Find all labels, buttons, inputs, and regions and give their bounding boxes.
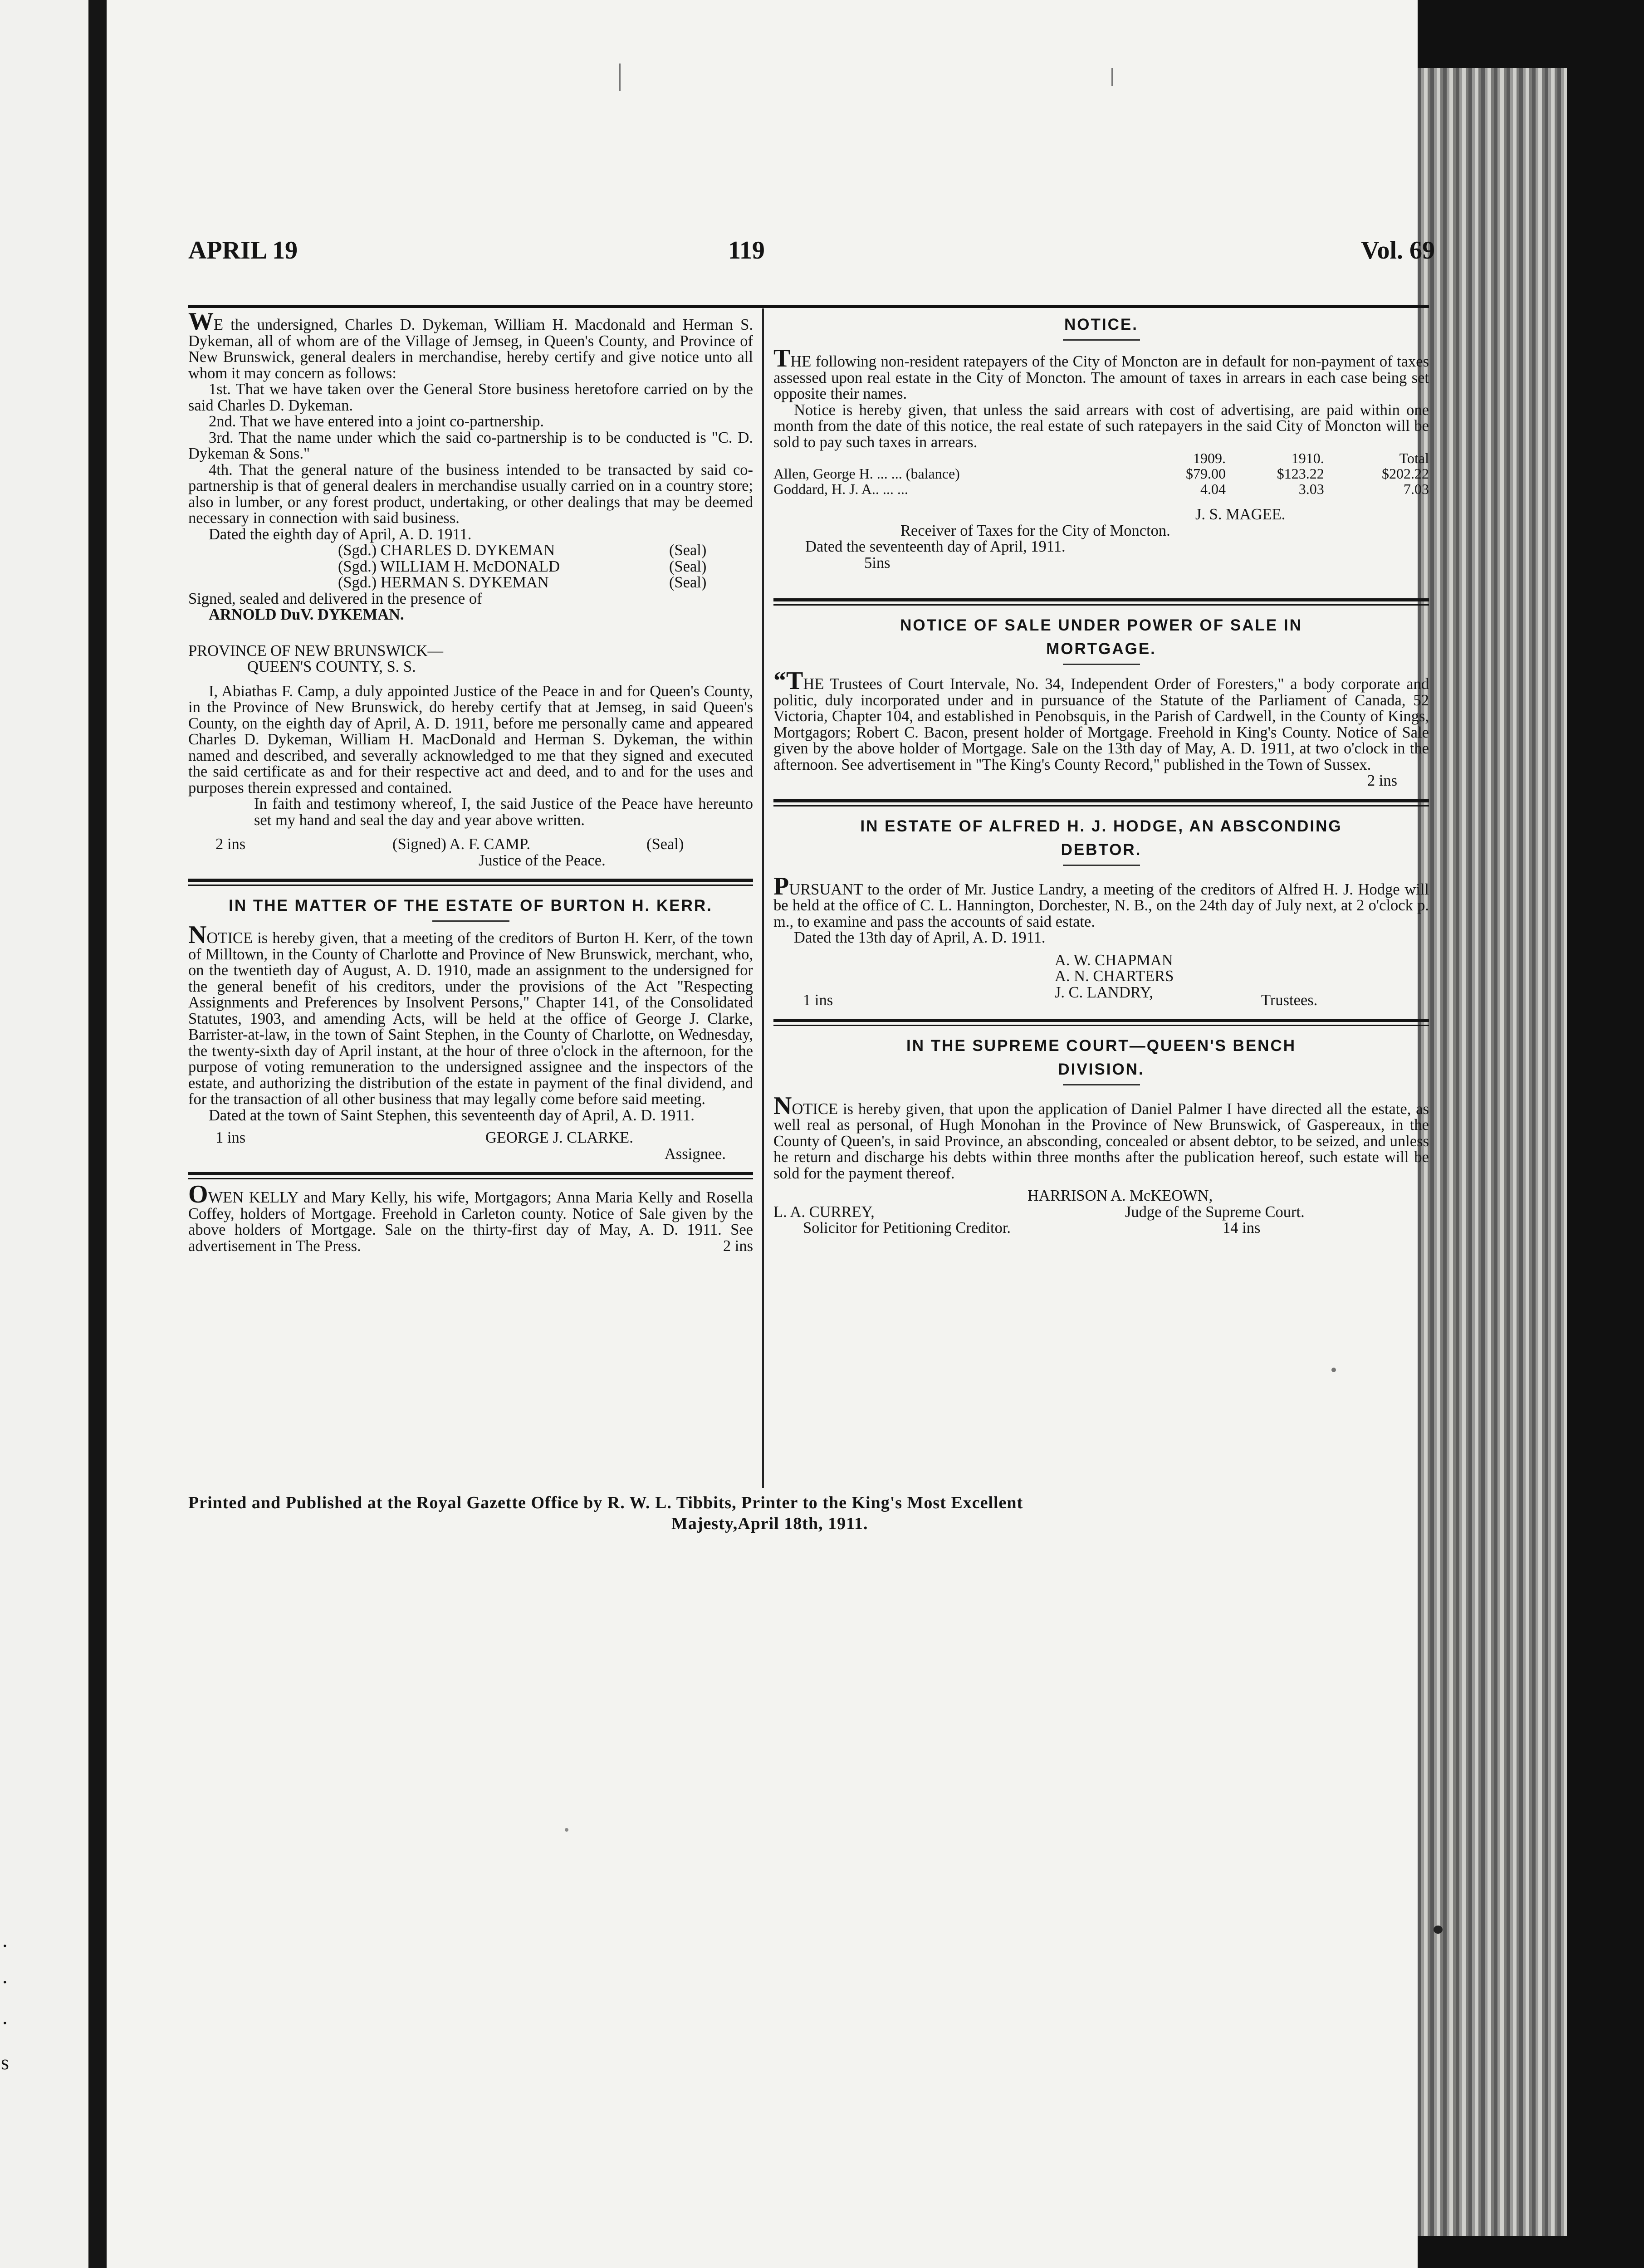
section-heading: NOTICE OF SALE UNDER POWER OF SALE IN bbox=[900, 616, 1302, 634]
notice-item: 1st. That we have taken over the General Store business heretofore carried on by the said Charles D. Dykeman. bbox=[188, 381, 753, 414]
judge-name: HARRISON A. McKEOWN, bbox=[1028, 1187, 1213, 1204]
signature-line bbox=[773, 1220, 1429, 1237]
table-row bbox=[773, 466, 1429, 481]
insertions-count: 1 ins bbox=[803, 992, 833, 1009]
heading-rule bbox=[1063, 1084, 1140, 1085]
notice-dated: Dated the eighth day of April, A. D. 1911. bbox=[209, 525, 472, 543]
header-date: APRIL 19 bbox=[188, 236, 298, 264]
section-rule bbox=[773, 799, 1429, 807]
mortgage-sale-notice bbox=[773, 614, 1429, 789]
insertions-count: 1 ins bbox=[215, 1129, 246, 1146]
insertions-count: 2 ins bbox=[1367, 772, 1397, 789]
imprint-line: Printed and Published at the Royal Gazette Office by R. W. L. Tibbits, Printer to the King's Most Excellent bbox=[188, 1493, 1023, 1512]
header-rule bbox=[188, 305, 1429, 308]
margin-mark: . bbox=[2, 1965, 8, 1988]
page-stack-edges bbox=[1418, 68, 1644, 2236]
signature-line bbox=[188, 543, 753, 559]
witness-name: ARNOLD DuV. DYKEMAN. bbox=[209, 606, 404, 623]
section-rule bbox=[188, 879, 753, 886]
kelly-mortgage-notice bbox=[188, 1180, 753, 1255]
page-number: 119 bbox=[728, 236, 765, 264]
signer-name: (Signed) A. F. CAMP. bbox=[392, 836, 530, 853]
dropcap: N bbox=[773, 1091, 792, 1120]
insertions-count: 5ins bbox=[864, 554, 890, 572]
column-header: 1909. bbox=[1193, 450, 1226, 466]
insertions-count: 14 ins bbox=[1223, 1219, 1261, 1237]
margin-letter: s bbox=[1, 2051, 9, 2074]
signature-line bbox=[188, 836, 753, 853]
section-rule bbox=[773, 598, 1429, 606]
section-heading: DIVISION. bbox=[1058, 1060, 1145, 1078]
section-heading: MORTGAGE. bbox=[1046, 640, 1156, 658]
column-header: Total bbox=[1399, 450, 1429, 466]
dropcap: W bbox=[188, 308, 214, 336]
dykeman-partnership-notice bbox=[188, 308, 753, 623]
printer-imprint bbox=[188, 1492, 1440, 1534]
signature-line bbox=[773, 1204, 1429, 1221]
section-rule bbox=[188, 1172, 753, 1179]
right-column bbox=[773, 313, 1429, 1237]
hodge-estate-notice bbox=[773, 815, 1429, 1009]
trustee-name: A. N. CHARTERS bbox=[1055, 968, 1174, 985]
certificate-body: I, Abiathas F. Camp, a duly appointed Justice of the Peace in and for Queen's County, in the Province of New Brunswick, do hereby certify that at Jemseg, in said Queen's County, on the eighth day of April, A. D. 1911, before me personally came and appeared Charles D. Dykeman, William H. MacDonald and Herman S. Dykeman, the within named and described, and severally acknowledged to me that they signed and executed the said certificate as and for their respective act and deed, and to and for the uses and purposes therein expressed and contained. bbox=[188, 682, 753, 797]
imprint-line: Majesty,April 18th, 1911. bbox=[671, 1514, 868, 1533]
county-heading: QUEEN'S COUNTY, S. S. bbox=[247, 658, 416, 675]
notice-body: WEN KELLY and Mary Kelly, his wife, Mortgagors; Anna Maria Kelly and Rosella Coffey, holders of Mortgage. Freehold in Carleton county. Notice of Sale given by the above holders of Mortgage. Sale on the thirty-first day of May, A. D. 1911. See advertisement in The Press. bbox=[188, 1189, 753, 1255]
certificate-faith: In faith and testimony whereof, I, the said Justice of the Peace have hereunto set my hand and seal the day and year above written. bbox=[254, 795, 753, 829]
notice-item: 2nd. That we have entered into a joint co-partnership. bbox=[209, 413, 544, 430]
print-speck bbox=[565, 1828, 568, 1832]
insertions-count: 2 ins bbox=[215, 836, 246, 853]
tax-total: 7.03 bbox=[1404, 481, 1429, 497]
notice-body: URSUANT to the order of Mr. Justice Landry, a meeting of the creditors of Alfred H. J. Hodge will be held at the office of C. L. Hannington, Dorchester, N. B., on the 24th day of July next, at 2 o'clock p. m., to examine and pass the accounts of said estate. bbox=[773, 880, 1429, 930]
section-heading: NOTICE. bbox=[1064, 316, 1138, 333]
seal-mark: (Seal) bbox=[669, 574, 707, 591]
signature-line bbox=[773, 992, 1429, 1009]
province-heading: PROVINCE OF NEW BRUNSWICK— bbox=[188, 642, 443, 660]
province-certificate bbox=[188, 643, 753, 869]
tax-1910: $123.22 bbox=[1277, 465, 1324, 482]
signer-name: (Sgd.) HERMAN S. DYKEMAN bbox=[338, 574, 549, 591]
dropcap: O bbox=[188, 1180, 208, 1208]
heading-rule bbox=[1063, 664, 1140, 665]
notice-item: 3rd. That the name under which the said co-partnership is to be conducted is "C. D. Dykeman & Sons." bbox=[188, 429, 753, 462]
notice-item: 4th. That the general nature of the business intended to be transacted by said co-partnership is that of general dealers in merchandise usually carried on in a country store; also in lumber, or any forest product, undertaking, or other dealings that may be deemed necessary in connection with said business. bbox=[188, 461, 753, 527]
margin-mark: . bbox=[2, 2005, 8, 2028]
tax-total: $202.22 bbox=[1382, 465, 1429, 482]
paper-mark bbox=[619, 64, 621, 91]
signer-title: Trustees. bbox=[1261, 992, 1318, 1009]
running-head bbox=[188, 236, 1440, 277]
witness-line: Signed, sealed and delivered in the presence of bbox=[188, 590, 482, 607]
signer-title: Assignee. bbox=[664, 1145, 726, 1163]
heading-rule bbox=[1063, 865, 1140, 866]
signer-title: Receiver of Taxes for the City of Moncton. bbox=[900, 522, 1170, 539]
signer-name: (Sgd.) CHARLES D. DYKEMAN bbox=[338, 542, 555, 559]
signer-title: Justice of the Peace. bbox=[479, 851, 606, 869]
ratepayer-name: Allen, George H. ... ... (balance) bbox=[773, 465, 960, 482]
tax-1909: 4.04 bbox=[1200, 481, 1226, 497]
heading-rule bbox=[432, 920, 509, 922]
moncton-tax-notice bbox=[773, 313, 1429, 571]
tax-1910: 3.03 bbox=[1298, 481, 1324, 497]
gazette-page bbox=[107, 0, 1435, 2268]
judge-title: Judge of the Supreme Court. bbox=[1125, 1203, 1305, 1221]
tax-1909: $79.00 bbox=[1186, 465, 1226, 482]
seal-mark: (Seal) bbox=[669, 542, 707, 559]
signature-line bbox=[188, 559, 753, 575]
signer-name: GEORGE J. CLARKE. bbox=[485, 1129, 633, 1146]
notice-dated: Dated the 13th day of April, A. D. 1911. bbox=[794, 929, 1046, 946]
notice-body: HE Trustees of Court Intervale, No. 34, Independent Order of Foresters," a body corporate and politic, duly incorporated under and in pursuance of the Statute of the Parliament of Canada, 52 Victoria, Chapter 104, and established in Penobsquis, in the Parish of Cardwell, in the County of Kings, Mortgagors; Robert C. Bacon, present holder of Mortgage. Freehold in King's County. Notice of Sale given by the above holder of Mortgage. Sale on the 13th day of May, A. D. 1911, at two o'clock in the afternoon. See advertisement in "The King's County Record," published in the Town of Sussex. bbox=[773, 675, 1429, 773]
notice-body: E the undersigned, Charles D. Dykeman, William H. Macdonald and Herman S. Dykeman, all of whom are of the Village of Jemseg, in Queen's County, and Province of New Brunswick, general dealers in merchandise, hereby certify and give notice unto all whom it may concern as follows: bbox=[188, 316, 753, 382]
column-header: 1910. bbox=[1291, 450, 1324, 466]
section-heading: IN ESTATE OF ALFRED H. J. HODGE, AN ABSCONDING bbox=[860, 817, 1342, 835]
signer-name: (Sgd.) WILLIAM H. McDONALD bbox=[338, 557, 560, 575]
left-column bbox=[188, 308, 753, 1255]
trustee-name: A. W. CHAPMAN bbox=[1055, 951, 1173, 969]
kerr-estate-notice bbox=[188, 894, 753, 1162]
volume-number: Vol. 69 bbox=[1361, 236, 1435, 264]
solicitor-name: L. A. CURREY, bbox=[773, 1203, 875, 1221]
seal-mark: (Seal) bbox=[669, 557, 707, 575]
insertions-count: 2 ins bbox=[723, 1237, 753, 1255]
section-heading: IN THE SUPREME COURT—QUEEN'S BENCH bbox=[906, 1036, 1296, 1055]
section-heading: IN THE MATTER OF THE ESTATE OF BURTON H. KERR. bbox=[229, 897, 713, 914]
seal-mark: (Seal) bbox=[646, 836, 684, 853]
ratepayer-name: Goddard, H. J. A.. ... ... bbox=[773, 481, 908, 497]
column-rule bbox=[762, 308, 764, 1488]
margin-mark: . bbox=[2, 1928, 8, 1951]
table-header bbox=[773, 450, 1429, 466]
notice-body: OTICE is hereby given, that a meeting of the creditors of Burton H. Kerr, of the town of Milltown, in the County of Charlotte and Province of New Brunswick, merchant, who, on the twentieth day of August, A. D. 1910, made an assignment to the undersigned for the general benefit of his creditors, under the provisions of the Act "Respecting Assignments and Preferences by Insolvent Persons," Chapter 141, of the Consolidated Statutes, 1903, and amending Acts, will be held at the office of George J. Clarke, Barrister-at-law, in the town of Saint Stephen, in the County of Charlotte, on Wednesday, the twenty-sixth day of April instant, at the hour of three o'clock in the afternoon, for the purpose of voting remuneration to the undersigned assignee and the inspectors of the estate, and authorizing the distribution of the estate in payment of the final dividend, and for the transaction of all other business that may legally come before said meeting. bbox=[188, 929, 753, 1108]
notice-body: OTICE is hereby given, that upon the application of Daniel Palmer I have directed all the estate, as well real as personal, of Hugh Monohan in the Province of New Brunswick, of Gaspereaux, in the County of Queen's, in said Province, an absconding, concealed or absent debtor, to be seized, and unless he return and discharge his debts within three months after the publication hereof, such estate will be sold for the payment thereof. bbox=[773, 1100, 1429, 1182]
supreme-court-notice bbox=[773, 1034, 1429, 1237]
solicitor-title: Solicitor for Petitioning Creditor. bbox=[803, 1219, 1011, 1237]
tax-arrears-table bbox=[773, 450, 1429, 497]
print-speck bbox=[1434, 1926, 1443, 1934]
notice-body: Notice is hereby given, that unless the said arrears with cost of advertising, are paid within one month from the date of this notice, the real estate of such ratepayers in the said City of Moncton will be sold to pay such taxes in arrears. bbox=[773, 401, 1429, 451]
dropcap: T bbox=[773, 344, 791, 372]
table-row bbox=[773, 481, 1429, 497]
notice-dated: Dated at the town of Saint Stephen, this seventeenth day of April, A. D. 1911. bbox=[209, 1106, 695, 1124]
trustee-name: J. C. LANDRY, bbox=[1055, 983, 1153, 1001]
heading-rule bbox=[1063, 339, 1140, 341]
scan-left-margin bbox=[0, 0, 107, 2268]
notice-dated: Dated the seventeenth day of April, 1911. bbox=[805, 538, 1066, 555]
print-speck bbox=[1331, 1368, 1336, 1372]
signature-line bbox=[188, 575, 753, 591]
notice-body: HE following non-resident ratepayers of the City of Moncton are in default for non-payment of taxes assessed upon real estate in the City of Moncton. The amount of taxes in arrears in each case being set opposite their names. bbox=[773, 353, 1429, 402]
dropcap: N bbox=[188, 921, 207, 949]
signer-name: J. S. MAGEE. bbox=[1195, 506, 1286, 523]
dropcap: P bbox=[773, 872, 789, 900]
paper-mark bbox=[1111, 68, 1113, 86]
section-heading: DEBTOR. bbox=[1061, 841, 1142, 859]
binding-gutter bbox=[88, 0, 107, 2268]
signature-line bbox=[188, 1130, 753, 1146]
section-rule bbox=[773, 1019, 1429, 1026]
dropcap: “T bbox=[773, 667, 803, 695]
